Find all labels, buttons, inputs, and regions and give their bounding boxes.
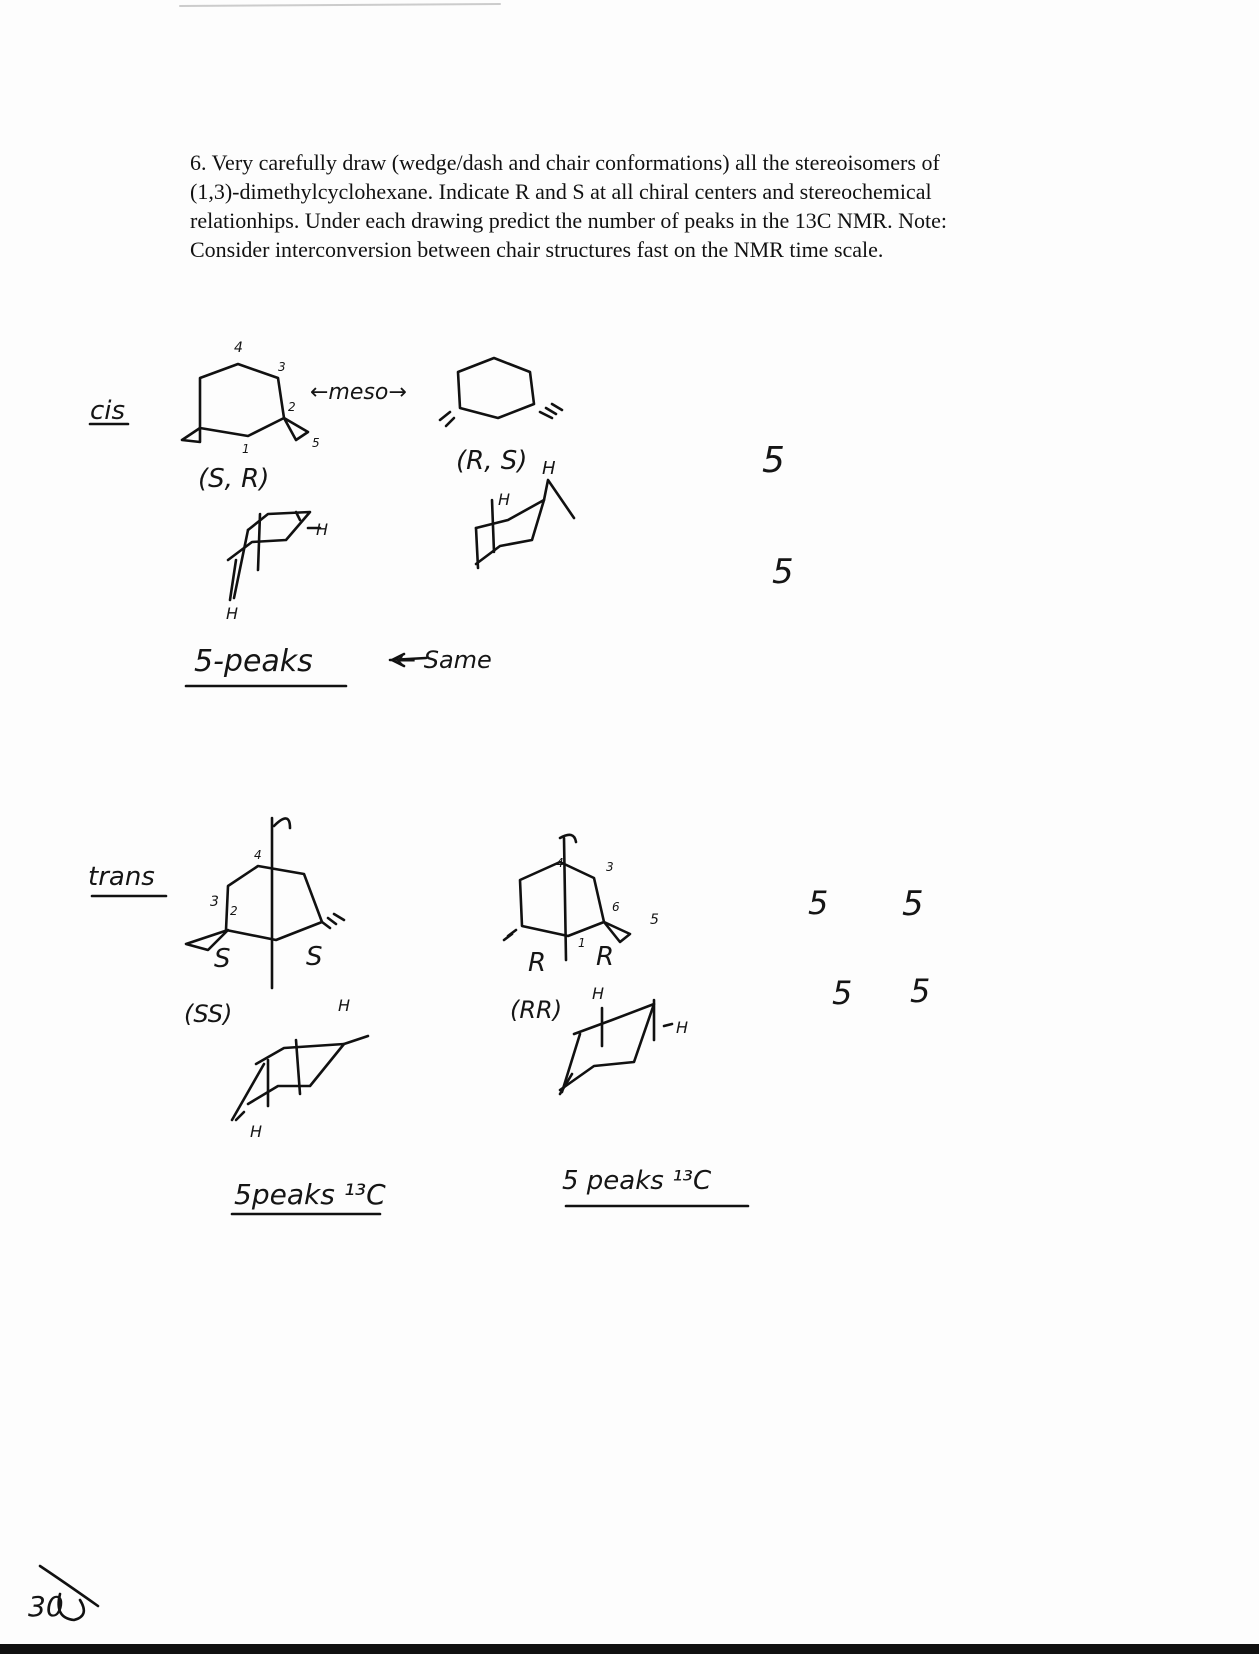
config-label: (RR) — [510, 996, 563, 1024]
cis-right-ring — [458, 358, 534, 418]
hydrogen-label: H — [250, 1122, 263, 1141]
scan-edge — [0, 1644, 1259, 1654]
atom-number: 4 — [556, 856, 564, 870]
cis-left-chair — [228, 512, 310, 560]
question-line: Consider interconversion between chair structures fast on the NMR time scale. — [190, 237, 884, 262]
atom-number: 4 — [234, 340, 243, 356]
peaks-answer: 5-peaks — [194, 644, 313, 679]
atom-number: 6 — [612, 900, 620, 914]
center-label: R — [528, 948, 547, 978]
atom-number: 1 — [578, 936, 586, 950]
hydrogen-label: H — [498, 490, 511, 509]
wedge-bond — [284, 418, 308, 440]
question-line: relationhips. Under each drawing predict the number of peaks in the 13C NMR. Note: — [190, 208, 947, 233]
question-line: 6. Very carefully draw (wedge/dash and chair conformations) all the stereoisomers of — [190, 150, 940, 175]
cis-right-chair — [476, 500, 544, 564]
cis-relationship: ←meso→ — [310, 380, 407, 405]
peaks-answer: 5peaks ¹³C — [234, 1178, 386, 1211]
atom-number: 3 — [210, 894, 219, 910]
margin-count: 5 — [910, 972, 931, 1010]
hydrogen-label: H — [676, 1018, 689, 1037]
wedge-bond — [182, 428, 200, 442]
hydrogen-label: H — [592, 984, 605, 1003]
hydrogen-label: H — [338, 996, 351, 1015]
trans-left-ring — [226, 866, 322, 940]
atom-number: 5 — [312, 436, 320, 450]
cis-left-ring — [200, 364, 284, 436]
atom-number: 5 — [650, 912, 659, 928]
question-line: (1,3)-dimethylcyclohexane. Indicate R and S at all chiral centers and stereochemical — [190, 179, 932, 204]
center-label: S — [306, 942, 323, 972]
atom-number: 2 — [288, 400, 296, 414]
atom-number: 3 — [278, 360, 286, 374]
config-label: (S, R) — [198, 464, 270, 494]
config-label: (R, S) — [456, 446, 528, 476]
margin-count: 5 — [762, 440, 785, 481]
margin-count: 5 — [902, 884, 924, 924]
margin-count: 5 — [808, 884, 829, 922]
hydrogen-label: H — [542, 458, 556, 479]
trans-right-ring — [520, 862, 604, 936]
center-label: S — [214, 944, 231, 974]
same-note: ← Same — [396, 646, 492, 674]
config-label: (SS) — [184, 1000, 233, 1028]
atom-number: 2 — [230, 904, 238, 918]
hydrogen-label: H — [226, 604, 239, 623]
atom-number: 3 — [606, 860, 614, 874]
peaks-answer: 5 peaks ¹³C — [562, 1166, 712, 1196]
atom-number: 4 — [254, 848, 262, 862]
trans-label: trans — [88, 862, 155, 892]
hydrogen-label: H — [316, 520, 329, 539]
margin-count: 5 — [832, 974, 853, 1012]
trans-right-chair — [560, 1004, 654, 1090]
score: 30 — [28, 1590, 64, 1623]
margin-count: 5 — [772, 552, 794, 592]
center-label: R — [596, 942, 615, 972]
cis-label: cis — [90, 396, 126, 426]
atom-number: 1 — [242, 442, 250, 456]
